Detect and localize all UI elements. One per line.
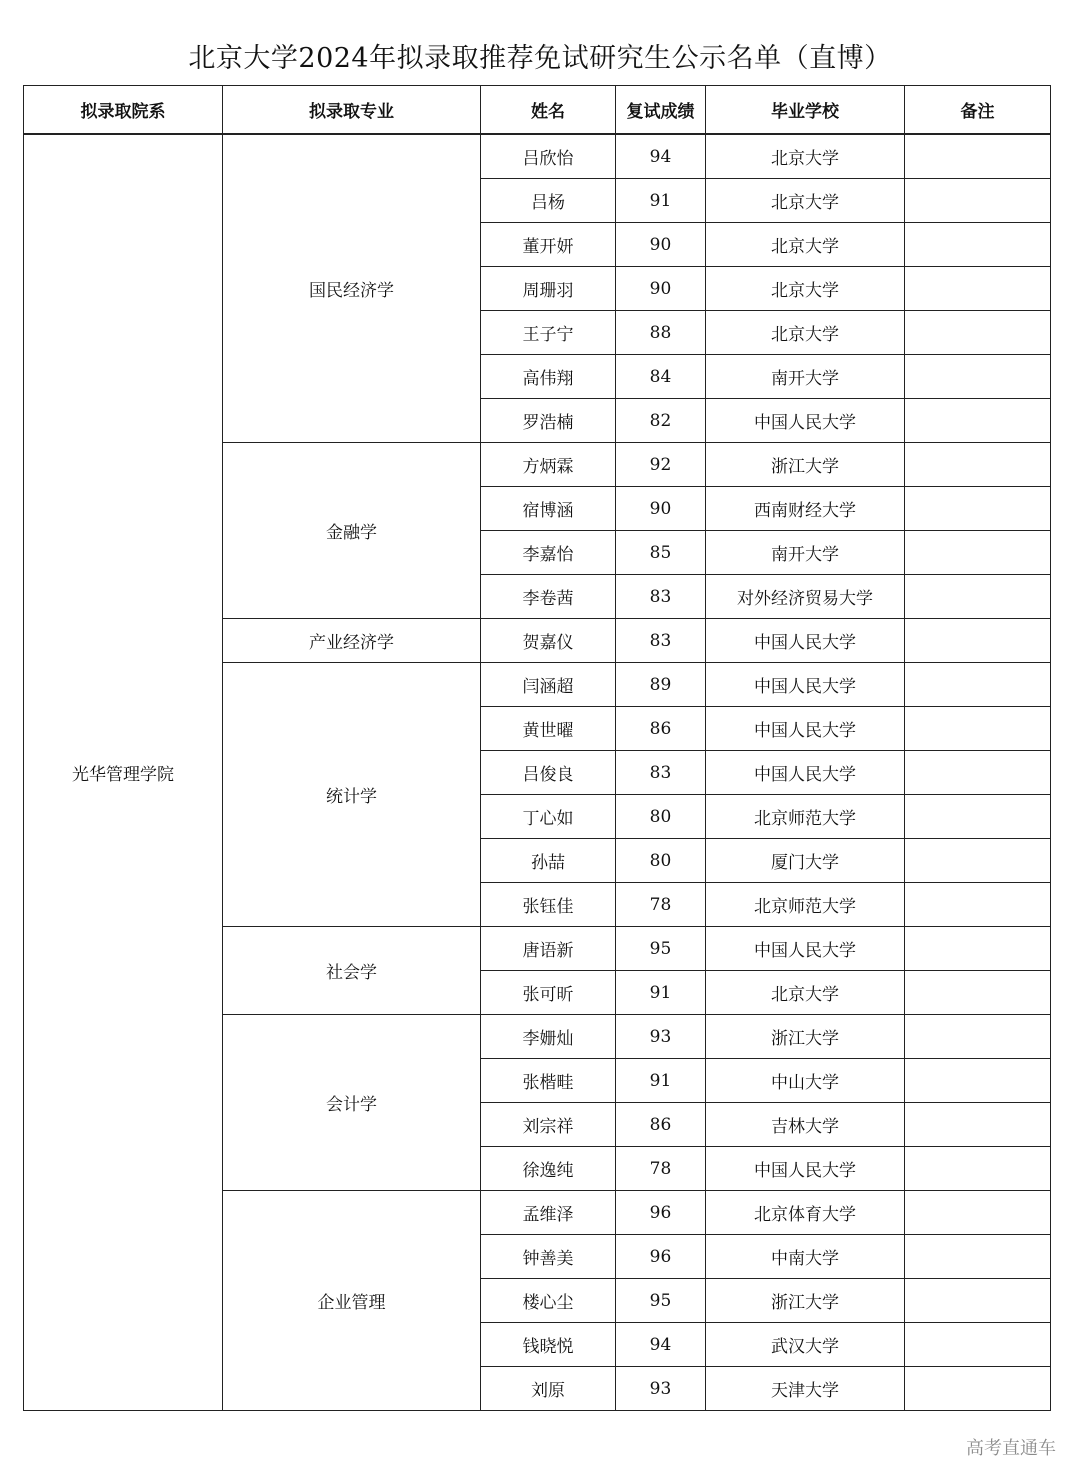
school-cell: 北京大学	[706, 971, 905, 1015]
student-name-cell: 高伟翔	[481, 355, 616, 399]
table-header-row	[24, 86, 1051, 135]
student-name-cell: 孙喆	[481, 839, 616, 883]
student-name-cell: 刘原	[481, 1367, 616, 1411]
score-cell: 96	[616, 1235, 706, 1279]
major-cell: 企业管理	[223, 1191, 481, 1411]
student-name-cell: 董开妍	[481, 223, 616, 267]
note-cell	[905, 1015, 1051, 1059]
score-cell: 80	[616, 795, 706, 839]
score-cell: 95	[616, 927, 706, 971]
score-cell: 91	[616, 971, 706, 1015]
student-name-cell: 张可昕	[481, 971, 616, 1015]
note-cell	[905, 487, 1051, 531]
student-name-cell: 钟善美	[481, 1235, 616, 1279]
note-cell	[905, 707, 1051, 751]
school-cell: 天津大学	[706, 1367, 905, 1411]
department-cell: 光华管理学院	[24, 134, 223, 1411]
school-cell: 对外经济贸易大学	[706, 575, 905, 619]
note-cell	[905, 179, 1051, 223]
student-name-cell: 徐逸纯	[481, 1147, 616, 1191]
note-cell	[905, 1147, 1051, 1191]
score-cell: 89	[616, 663, 706, 707]
student-name-cell: 孟维泽	[481, 1191, 616, 1235]
student-name-cell: 宿博涵	[481, 487, 616, 531]
note-cell	[905, 883, 1051, 927]
note-cell	[905, 751, 1051, 795]
score-cell: 80	[616, 839, 706, 883]
school-cell: 吉林大学	[706, 1103, 905, 1147]
student-name-cell: 李姗灿	[481, 1015, 616, 1059]
score-cell: 84	[616, 355, 706, 399]
school-cell: 浙江大学	[706, 443, 905, 487]
major-cell: 国民经济学	[223, 134, 481, 443]
score-cell: 93	[616, 1015, 706, 1059]
table-body	[24, 134, 1051, 1411]
student-name-cell: 吕欣怡	[481, 134, 616, 179]
student-name-cell: 贺嘉仪	[481, 619, 616, 663]
score-cell: 90	[616, 487, 706, 531]
header-score: 复试成绩	[616, 86, 706, 135]
page-title: 北京大学2024年拟录取推荐免试研究生公示名单（直博）	[188, 43, 892, 74]
score-cell: 86	[616, 1103, 706, 1147]
student-name-cell: 张钰佳	[481, 883, 616, 927]
school-cell: 中国人民大学	[706, 663, 905, 707]
school-cell: 南开大学	[706, 531, 905, 575]
note-cell	[905, 971, 1051, 1015]
score-cell: 92	[616, 443, 706, 487]
score-cell: 82	[616, 399, 706, 443]
school-cell: 北京师范大学	[706, 883, 905, 927]
score-cell: 78	[616, 1147, 706, 1191]
note-cell	[905, 927, 1051, 971]
note-cell	[905, 1279, 1051, 1323]
school-cell: 北京大学	[706, 134, 905, 179]
student-name-cell: 方炳霖	[481, 443, 616, 487]
note-cell	[905, 575, 1051, 619]
student-name-cell: 唐语新	[481, 927, 616, 971]
note-cell	[905, 1367, 1051, 1411]
watermark: 高考直通车	[966, 1438, 1056, 1459]
school-cell: 中山大学	[706, 1059, 905, 1103]
student-name-cell: 丁心如	[481, 795, 616, 839]
score-cell: 78	[616, 883, 706, 927]
school-cell: 武汉大学	[706, 1323, 905, 1367]
student-name-cell: 王子宁	[481, 311, 616, 355]
score-cell: 86	[616, 707, 706, 751]
school-cell: 中国人民大学	[706, 399, 905, 443]
major-cell: 产业经济学	[223, 619, 481, 663]
student-name-cell: 张楷畦	[481, 1059, 616, 1103]
note-cell	[905, 839, 1051, 883]
student-name-cell: 李卷茜	[481, 575, 616, 619]
header-note: 备注	[905, 86, 1051, 135]
header-school: 毕业学校	[706, 86, 905, 135]
score-cell: 83	[616, 751, 706, 795]
school-cell: 北京体育大学	[706, 1191, 905, 1235]
score-cell: 91	[616, 1059, 706, 1103]
note-cell	[905, 619, 1051, 663]
school-cell: 北京大学	[706, 267, 905, 311]
table-row	[24, 134, 1051, 179]
student-name-cell: 吕俊良	[481, 751, 616, 795]
note-cell	[905, 1059, 1051, 1103]
note-cell	[905, 1103, 1051, 1147]
score-cell: 83	[616, 575, 706, 619]
score-cell: 96	[616, 1191, 706, 1235]
score-cell: 93	[616, 1367, 706, 1411]
score-cell: 83	[616, 619, 706, 663]
school-cell: 北京大学	[706, 311, 905, 355]
score-cell: 91	[616, 179, 706, 223]
student-name-cell: 李嘉怡	[481, 531, 616, 575]
header-major: 拟录取专业	[223, 86, 481, 135]
student-name-cell: 黄世曜	[481, 707, 616, 751]
score-cell: 85	[616, 531, 706, 575]
school-cell: 中国人民大学	[706, 751, 905, 795]
header-name: 姓名	[481, 86, 616, 135]
major-cell: 会计学	[223, 1015, 481, 1191]
note-cell	[905, 399, 1051, 443]
note-cell	[905, 223, 1051, 267]
score-cell: 94	[616, 134, 706, 179]
note-cell	[905, 311, 1051, 355]
student-name-cell: 钱晓悦	[481, 1323, 616, 1367]
student-name-cell: 吕杨	[481, 179, 616, 223]
school-cell: 中南大学	[706, 1235, 905, 1279]
note-cell	[905, 1235, 1051, 1279]
student-name-cell: 刘宗祥	[481, 1103, 616, 1147]
school-cell: 北京师范大学	[706, 795, 905, 839]
score-cell: 95	[616, 1279, 706, 1323]
header-department: 拟录取院系	[24, 86, 223, 135]
note-cell	[905, 134, 1051, 179]
student-name-cell: 周珊羽	[481, 267, 616, 311]
score-cell: 88	[616, 311, 706, 355]
school-cell: 南开大学	[706, 355, 905, 399]
school-cell: 北京大学	[706, 223, 905, 267]
note-cell	[905, 267, 1051, 311]
student-name-cell: 罗浩楠	[481, 399, 616, 443]
note-cell	[905, 531, 1051, 575]
school-cell: 厦门大学	[706, 839, 905, 883]
school-cell: 中国人民大学	[706, 1147, 905, 1191]
major-cell: 金融学	[223, 443, 481, 619]
major-cell: 统计学	[223, 663, 481, 927]
school-cell: 中国人民大学	[706, 619, 905, 663]
admission-table	[23, 85, 1051, 1411]
note-cell	[905, 663, 1051, 707]
note-cell	[905, 1323, 1051, 1367]
score-cell: 90	[616, 267, 706, 311]
note-cell	[905, 1191, 1051, 1235]
school-cell: 西南财经大学	[706, 487, 905, 531]
note-cell	[905, 355, 1051, 399]
major-cell: 社会学	[223, 927, 481, 1015]
student-name-cell: 楼心尘	[481, 1279, 616, 1323]
school-cell: 浙江大学	[706, 1279, 905, 1323]
student-name-cell: 闫涵超	[481, 663, 616, 707]
score-cell: 94	[616, 1323, 706, 1367]
school-cell: 中国人民大学	[706, 707, 905, 751]
note-cell	[905, 795, 1051, 839]
school-cell: 中国人民大学	[706, 927, 905, 971]
school-cell: 浙江大学	[706, 1015, 905, 1059]
note-cell	[905, 443, 1051, 487]
score-cell: 90	[616, 223, 706, 267]
school-cell: 北京大学	[706, 179, 905, 223]
